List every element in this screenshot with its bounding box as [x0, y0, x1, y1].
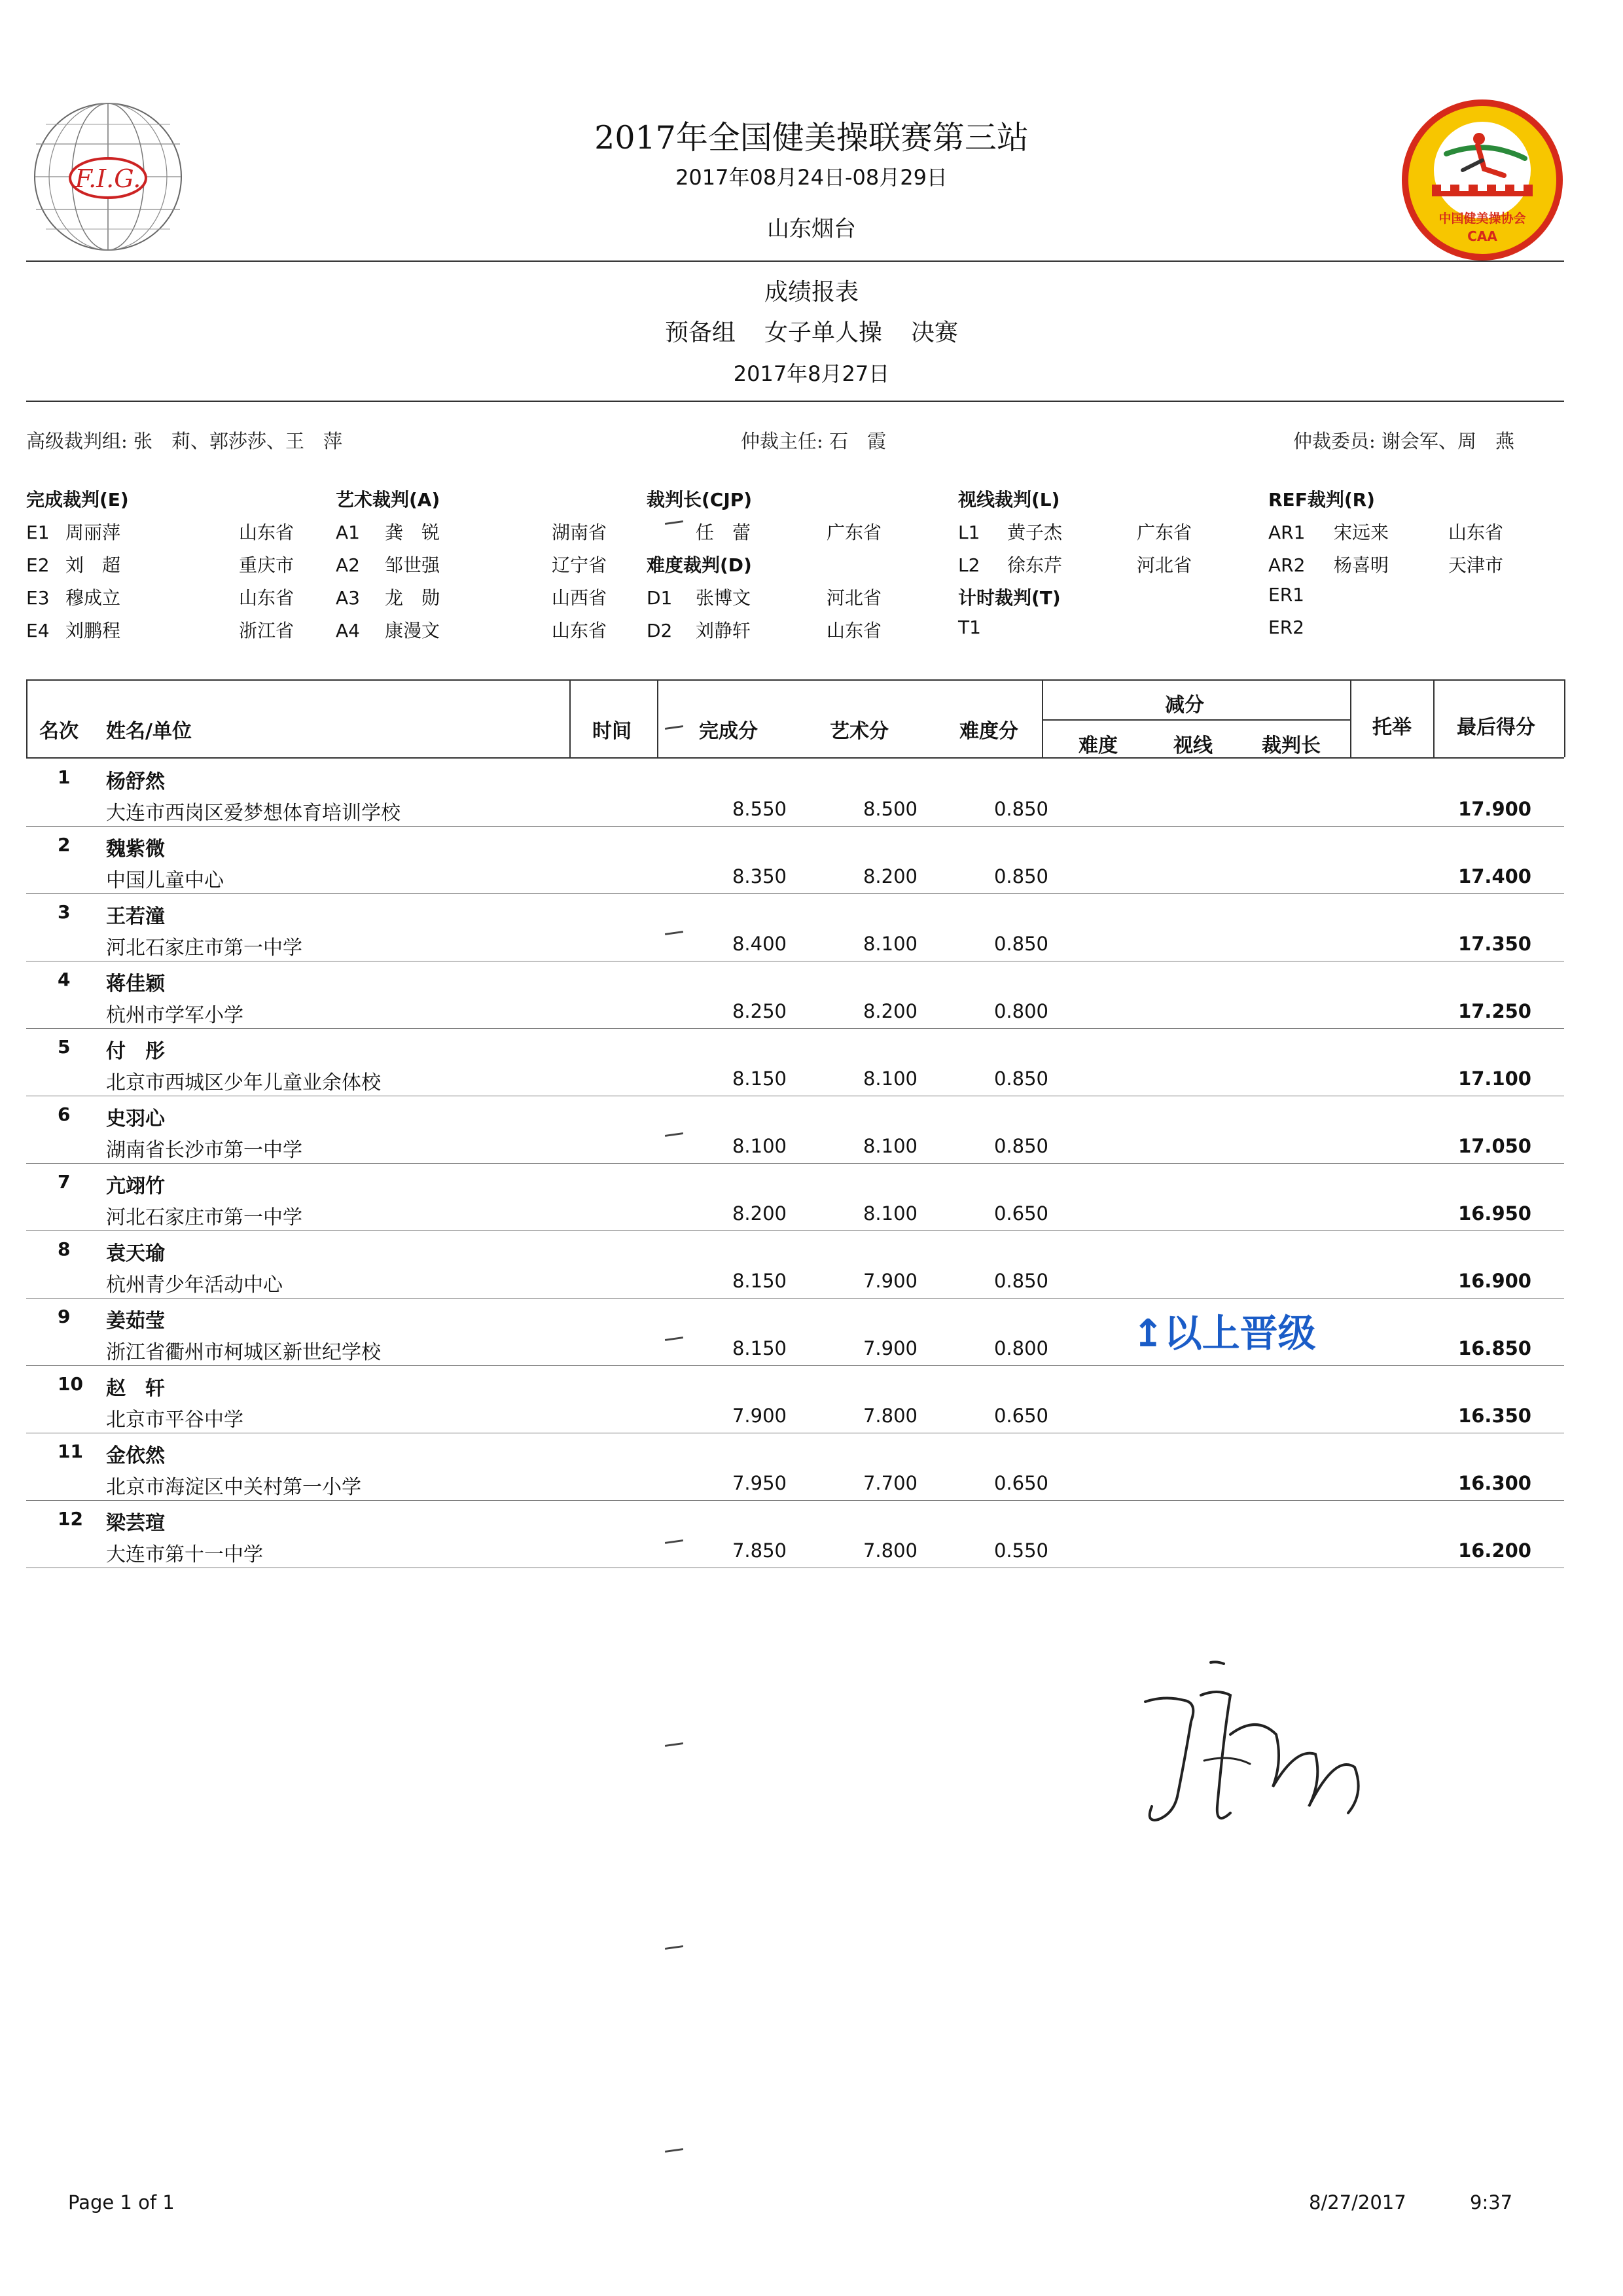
final-score: 17.400 [1458, 865, 1531, 888]
judges-execution-title: 完成裁判(E) [26, 489, 129, 511]
rank-cell: 2 [58, 834, 71, 855]
athlete-name: 王若潼 [106, 905, 165, 928]
final-score: 17.250 [1458, 1000, 1531, 1022]
handwritten-signature [1139, 1649, 1374, 1859]
athlete-name: 史羽心 [106, 1107, 165, 1130]
difficulty-score: 0.850 [993, 933, 1048, 955]
rank-cell: 11 [58, 1441, 83, 1462]
th-deduction: 减分 [1165, 694, 1204, 717]
rank-cell: 1 [58, 766, 71, 788]
page-number: Page 1 of 1 [68, 2191, 175, 2214]
scan-mark [665, 725, 683, 730]
svg-text:F.I.G.: F.I.G. [75, 164, 141, 193]
table-row [26, 1230, 1564, 1299]
judge-row: AR1 宋远来 山东省 [1268, 522, 1504, 543]
execution-score: 8.150 [732, 1337, 787, 1359]
th-time: 时间 [592, 720, 632, 743]
th-final: 最后得分 [1457, 716, 1535, 739]
print-date: 8/27/2017 [1309, 2191, 1406, 2214]
athlete-unit: 北京市西城区少年儿童业余体校 [106, 1071, 381, 1094]
th-ded-line: 视线 [1173, 734, 1213, 757]
senior-panel: 高级裁判组: 张 莉、郭莎莎、王 萍 [26, 430, 342, 452]
table-row [26, 961, 1564, 1029]
table-row [26, 893, 1564, 961]
th-ded-cjp: 裁判长 [1262, 734, 1321, 757]
rank-cell: 10 [58, 1373, 83, 1395]
event-dates: 2017年08月24日-08月29日 [675, 165, 948, 190]
athlete-unit: 河北石家庄市第一中学 [106, 937, 302, 960]
arbitration-committee: 仲裁委员: 谢会军、周 燕 [1293, 430, 1514, 452]
athlete-unit: 河北石家庄市第一中学 [106, 1206, 302, 1229]
advance-label: 以上晋级 [1164, 1311, 1316, 1355]
table-top-border [26, 679, 1564, 681]
athlete-name: 袁天瑜 [106, 1242, 165, 1265]
artistic-score: 8.200 [863, 865, 918, 888]
final-score: 16.300 [1458, 1472, 1531, 1494]
judges-execution [26, 486, 294, 649]
final-score: 16.200 [1458, 1539, 1531, 1562]
group-label: 预备组 [664, 319, 736, 346]
artistic-score: 7.800 [863, 1539, 918, 1562]
event-title: 2017年全国健美操联赛第三站 [594, 119, 1029, 156]
difficulty-score: 0.650 [993, 1472, 1048, 1494]
athlete-unit: 中国儿童中心 [106, 869, 224, 892]
final-score: 16.900 [1458, 1270, 1531, 1292]
judge-row: ER1 [1268, 584, 1304, 605]
judge-row: T1 [958, 617, 981, 638]
table-row [26, 1298, 1564, 1366]
athlete-name: 魏紫微 [106, 838, 165, 861]
difficulty-score: 0.550 [993, 1539, 1048, 1562]
final-score: 16.950 [1458, 1202, 1531, 1225]
athlete-unit: 大连市西岗区爱梦想体育培训学校 [106, 802, 401, 825]
difficulty-score: 0.800 [993, 1000, 1048, 1022]
execution-score: 8.150 [732, 1270, 787, 1292]
judges-ref-title: REF裁判(R) [1268, 489, 1375, 511]
judge-row: E2 刘 超 重庆市 [26, 554, 294, 576]
athlete-unit: 湖南省长沙市第一中学 [106, 1139, 302, 1162]
artistic-score: 7.900 [863, 1270, 918, 1292]
athlete-name: 蒋佳颖 [106, 973, 165, 996]
artistic-score: 8.200 [863, 1000, 918, 1022]
athlete-name: 梁芸瑄 [106, 1512, 165, 1535]
athlete-unit: 北京市海淀区中关村第一小学 [106, 1476, 361, 1499]
final-score: 17.100 [1458, 1067, 1531, 1090]
up-arrow-icon: ↥ [1132, 1311, 1164, 1355]
advance-annotation [1132, 1302, 1316, 1357]
chief-arbitrator: 仲裁主任: 石 霞 [741, 430, 886, 452]
rank-cell: 7 [58, 1171, 71, 1193]
artistic-score: 8.500 [863, 798, 918, 820]
scan-mark [665, 2148, 683, 2153]
difficulty-score: 0.850 [993, 798, 1048, 820]
judge-row: D1 张博文 河北省 [647, 587, 882, 609]
judges-cjp [647, 486, 882, 649]
judges-line-title: 视线裁判(L) [958, 489, 1060, 511]
rank-cell: 4 [58, 969, 71, 990]
event-venue: 山东烟台 [767, 216, 856, 242]
svg-text:CAA: CAA [1467, 228, 1497, 244]
difficulty-score: 0.850 [993, 1067, 1048, 1090]
th-lift: 托举 [1372, 716, 1412, 739]
judge-row: A4 康漫文 山东省 [336, 620, 607, 641]
th-name: 姓名/单位 [106, 720, 192, 743]
athlete-name: 金依然 [106, 1444, 165, 1467]
artistic-score: 8.100 [863, 933, 918, 955]
scan-mark [665, 1742, 683, 1747]
rank-cell: 8 [58, 1238, 71, 1260]
th-difficulty: 难度分 [959, 720, 1018, 743]
execution-score: 8.200 [732, 1202, 787, 1225]
officials-divider [26, 401, 1564, 402]
final-score: 16.350 [1458, 1405, 1531, 1427]
table-row [26, 759, 1564, 827]
execution-score: 7.950 [732, 1472, 787, 1494]
table-row [26, 1028, 1564, 1096]
judge-row: E4 刘鹏程 浙江省 [26, 620, 294, 641]
artistic-score: 8.100 [863, 1135, 918, 1157]
category-line [0, 314, 1623, 348]
table-row [26, 826, 1564, 894]
execution-score: 8.550 [732, 798, 787, 820]
execution-score: 7.900 [732, 1405, 787, 1427]
athlete-unit: 北京市平谷中学 [106, 1408, 243, 1431]
judges-difficulty-title: 难度裁判(D) [647, 554, 752, 576]
judge-row: D2 刘静轩 山东省 [647, 620, 882, 641]
execution-score: 8.400 [732, 933, 787, 955]
artistic-score: 7.800 [863, 1405, 918, 1427]
execution-score: 8.150 [732, 1067, 787, 1090]
judges-cjp-title: 裁判长(CJP) [647, 489, 753, 511]
athlete-name: 杨舒然 [106, 770, 165, 793]
athlete-unit: 浙江省衢州市柯城区新世纪学校 [106, 1341, 381, 1364]
judge-row: E3 穆成立 山东省 [26, 587, 294, 609]
scan-mark [665, 1945, 683, 1950]
rank-cell: 5 [58, 1036, 71, 1058]
table-row [26, 1500, 1564, 1568]
final-score: 17.050 [1458, 1135, 1531, 1157]
judge-row: A3 龙 勋 山西省 [336, 587, 607, 609]
execution-score: 8.100 [732, 1135, 787, 1157]
caa-logo-text: 中国健美操协会 [1438, 211, 1526, 226]
athlete-unit: 杭州青少年活动中心 [106, 1274, 283, 1297]
final-score: 16.850 [1458, 1337, 1531, 1359]
athlete-name: 付 彤 [106, 1040, 165, 1063]
rank-cell: 9 [58, 1306, 71, 1327]
execution-score: 7.850 [732, 1539, 787, 1562]
athlete-unit: 大连市第十一中学 [106, 1543, 263, 1566]
execution-score: 8.250 [732, 1000, 787, 1022]
print-time: 9:37 [1470, 2191, 1513, 2214]
judge-row: ER2 [1268, 617, 1304, 638]
table-row [26, 1096, 1564, 1164]
execution-score: 8.350 [732, 865, 787, 888]
th-execution: 完成分 [699, 720, 758, 743]
difficulty-score: 0.850 [993, 865, 1048, 888]
report-date: 2017年8月27日 [733, 361, 890, 386]
table-row [26, 1365, 1564, 1433]
rank-cell: 12 [58, 1508, 83, 1530]
difficulty-score: 0.800 [993, 1337, 1048, 1359]
difficulty-score: 0.850 [993, 1270, 1048, 1292]
judges-artistic [336, 486, 607, 649]
final-score: 17.900 [1458, 798, 1531, 820]
difficulty-score: 0.650 [993, 1405, 1048, 1427]
table-row [26, 1163, 1564, 1231]
artistic-score: 7.900 [863, 1337, 918, 1359]
athlete-name: 赵 轩 [106, 1377, 165, 1400]
judge-row: L1 黄子杰 广东省 [958, 522, 1192, 543]
artistic-score: 7.700 [863, 1472, 918, 1494]
artistic-score: 8.100 [863, 1067, 918, 1090]
event-label: 女子单人操 [764, 319, 882, 346]
artistic-score: 8.100 [863, 1202, 918, 1225]
rank-cell: 6 [58, 1103, 71, 1125]
judges-time-title: 计时裁判(T) [958, 587, 1061, 609]
athlete-unit: 杭州市学军小学 [106, 1004, 243, 1027]
judge-row: A2 邹世强 辽宁省 [336, 554, 607, 576]
report-title: 成绩报表 [764, 279, 859, 306]
difficulty-score: 0.650 [993, 1202, 1048, 1225]
rank-cell: 3 [58, 901, 71, 923]
judges-line [958, 486, 1192, 649]
judges-ref [1268, 486, 1503, 649]
table-row [26, 1433, 1564, 1501]
judge-row: E1 周丽萍 山东省 [26, 522, 294, 543]
athlete-name: 姜茹莹 [106, 1310, 165, 1333]
stage-label: 决赛 [911, 319, 959, 346]
th-artistic: 艺术分 [830, 720, 889, 743]
final-score: 17.350 [1458, 933, 1531, 955]
th-rank: 名次 [39, 720, 79, 743]
athlete-name: 亢翊竹 [106, 1175, 165, 1198]
difficulty-score: 0.850 [993, 1135, 1048, 1157]
judge-row: L2 徐东芹 河北省 [958, 554, 1192, 576]
judge-row: 任 蕾 广东省 [696, 522, 882, 543]
judge-row: AR2 杨喜明 天津市 [1268, 554, 1504, 576]
judge-row: A1 龚 锐 湖南省 [336, 522, 607, 543]
header-divider [26, 260, 1564, 262]
th-ded-difficulty: 难度 [1079, 734, 1118, 757]
judges-artistic-title: 艺术裁判(A) [336, 489, 440, 511]
